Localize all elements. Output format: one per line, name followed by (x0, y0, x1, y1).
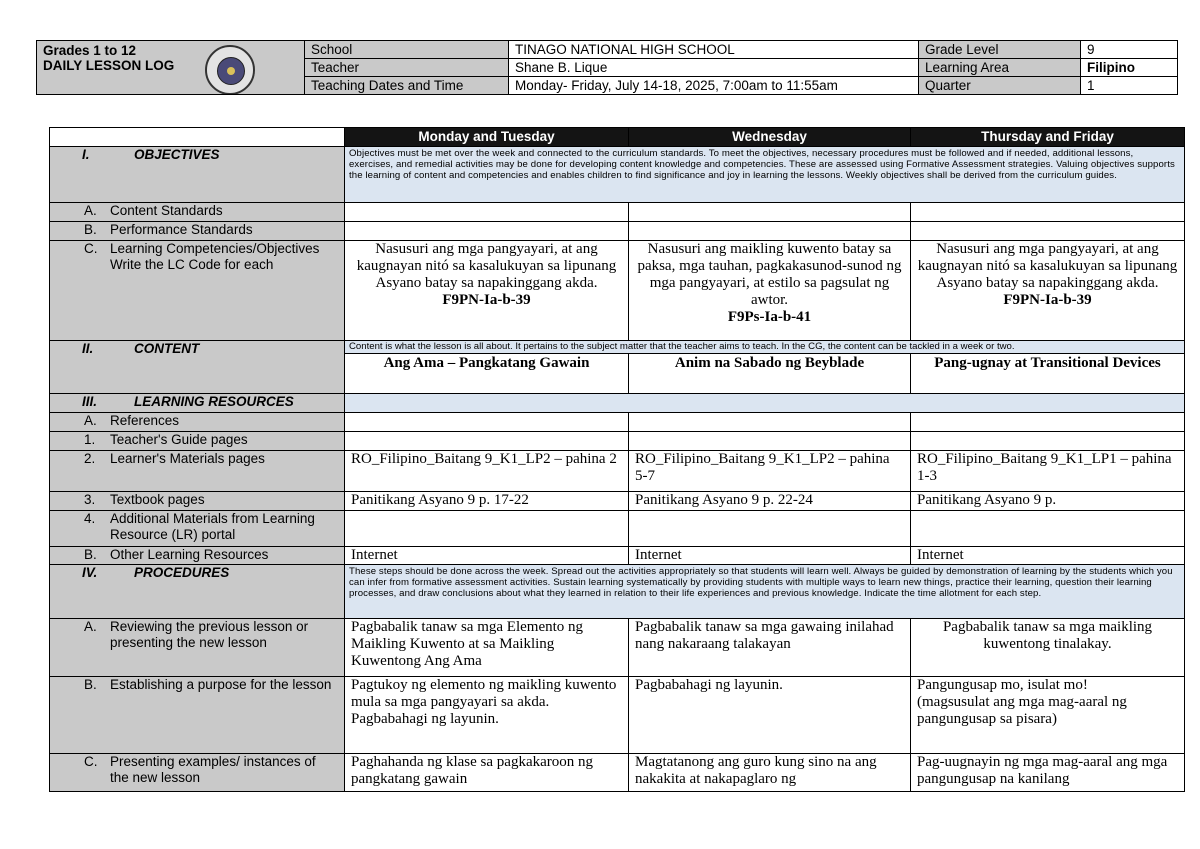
competency-cell: Nasusuri ang maikling kuwento batay sa paksa, mga tauhan, pagkakasunod-sunod ng mga pangyayari, at estilo sa pagsulat ng awtor. F9Ps-Ia-b-41 (629, 241, 911, 341)
section-title: OBJECTIVES (134, 147, 220, 162)
content-title-cell: Pang-ugnay at Transitional Devices (911, 354, 1185, 394)
learning-area-label: Learning Area (919, 59, 1081, 77)
corner-cell (50, 128, 345, 147)
textbook-cell: Panitikang Asyano 9 p. (911, 492, 1185, 511)
other-resources-cell: Internet (345, 547, 629, 565)
row-label-teachers-guide: 1. Teacher's Guide pages (50, 432, 345, 451)
cell-empty (911, 222, 1185, 241)
presenting-cell: Magtatanong ang guro kung sino na ang nakakita at nakapaglaro ng (629, 754, 911, 792)
section-number: I. (82, 147, 90, 162)
procedures-note: These steps should be done across the week. Spread out the activities appropriately so that students will learn well. Always be guided by demonstration of learning by the students which you can infer from formative assessment activities. Sustain learning systematically by providing students with multiple ways to learn new things, practice their learning, question their learning processes, and draw conclusions about what they learned in relation to their life experiences and previous knowledge. Indicate the time allotment for each step. (345, 565, 1185, 619)
cell-empty (911, 413, 1185, 432)
reviewing-cell: Pagbabalik tanaw sa mga Elemento ng Maikling Kuwento at sa Maikling Kuwentong Ang Ama (345, 619, 629, 677)
row-label-performance-standards: B. Performance Standards (50, 222, 345, 241)
row-label-additional-materials: 4. Additional Materials from Learning Resource (LR) portal (50, 511, 345, 547)
cell-empty (345, 222, 629, 241)
content-title-cell: Anim na Sabado ng Beyblade (629, 354, 911, 394)
row-label-other-resources: B. Other Learning Resources (50, 547, 345, 565)
textbook-cell: Panitikang Asyano 9 p. 22-24 (629, 492, 911, 511)
reviewing-cell: Pagbabalik tanaw sa mga gawaing inilahad nang nakaraang talakayan (629, 619, 911, 677)
row-label-content-standards: A. Content Standards (50, 203, 345, 222)
school-label: School (305, 41, 509, 59)
other-resources-cell: Internet (629, 547, 911, 565)
row-label-learners-materials: 2. Learner's Materials pages (50, 451, 345, 492)
section-objectives (50, 147, 345, 203)
row-label-references: A. References (50, 413, 345, 432)
cell-empty (629, 222, 911, 241)
quarter-label: Quarter (919, 77, 1081, 95)
dates-value: Monday- Friday, July 14-18, 2025, 7:00am to 11:55am (509, 77, 919, 95)
cell-empty (911, 203, 1185, 222)
cell-empty (345, 511, 629, 547)
dates-label: Teaching Dates and Time (305, 77, 509, 95)
learning-area-value: Filipino (1081, 59, 1178, 77)
cell-empty (629, 413, 911, 432)
presenting-cell: Paghahanda ng klase sa pagkakaroon ng pangkatang gawain (345, 754, 629, 792)
cell-empty (911, 511, 1185, 547)
competency-cell: Nasusuri ang mga pangyayari, at ang kaugnayan nitó sa kasalukuyan sa lipunang Asyano batay sa napakinggang akda. F9PN-Ia-b-39 (911, 241, 1185, 341)
cell-empty (629, 432, 911, 451)
section-procedures: IV. PROCEDURES (50, 565, 345, 619)
deped-seal-icon (205, 45, 255, 95)
header-table (36, 40, 1178, 95)
other-resources-cell: Internet (911, 547, 1185, 565)
column-header-wed: Wednesday (629, 128, 911, 147)
reviewing-cell: Pagbabalik tanaw sa mga maikling kuwentong tinalakay. (911, 619, 1185, 677)
cell-empty (345, 413, 629, 432)
cell-empty (629, 511, 911, 547)
dll-title-line1: Grades 1 to 12 (43, 43, 137, 58)
column-header-mon-tue: Monday and Tuesday (345, 128, 629, 147)
resources-blue-band (345, 394, 1185, 413)
quarter-value: 1 (1081, 77, 1178, 95)
row-label-reviewing: A. Reviewing the previous lesson or presenting the new lesson (50, 619, 345, 677)
competency-cell: Nasusuri ang mga pangyayari, at ang kaugnayan nitó sa kasalukuyan sa lipunang Asyano batay sa napakinggang akda. F9PN-Ia-b-39 (345, 241, 629, 341)
grade-level-label: Grade Level (919, 41, 1081, 59)
school-value: TINAGO NATIONAL HIGH SCHOOL (509, 41, 919, 59)
section-content: II. CONTENT (50, 341, 345, 394)
content-title-cell: Ang Ama – Pangkatang Gawain (345, 354, 629, 394)
section-learning-resources: III. LEARNING RESOURCES (50, 394, 345, 413)
learners-materials-cell: RO_Filipino_Baitang 9_K1_LP2 – pahina 5-7 (629, 451, 911, 492)
objectives-note: Objectives must be met over the week and connected to the curriculum standards. To meet the objectives, necessary procedures must be followed and if needed, additional lessons, exercises, and remedial activities may be done for developing content knowledge and competencies. These are assessed using Formative Assessment strategies. Valuing objectives supports the learning of content and competencies and enables children to find significance and joy in learning the lessons. Weekly objectives shall be derived from the curriculum guides. (345, 147, 1185, 203)
row-label-presenting: C. Presenting examples/ instances of the new lesson (50, 754, 345, 792)
textbook-cell: Panitikang Asyano 9 p. 17-22 (345, 492, 629, 511)
content-note: Content is what the lesson is all about. It pertains to the subject matter that the teacher aims to teach. In the CG, the content can be tackled in a week or two. (345, 341, 1185, 354)
purpose-cell: Pangungusap mo, isulat mo! (magsusulat ang mga mag-aaral ng pangungusap sa pisara) (911, 677, 1185, 754)
dll-title-cell (37, 41, 305, 95)
grade-level-value: 9 (1081, 41, 1178, 59)
lc-code: F9PN-Ia-b-39 (1003, 292, 1092, 308)
cell-empty (345, 432, 629, 451)
lc-code: F9Ps-Ia-b-41 (727, 309, 812, 325)
cell-empty (345, 203, 629, 222)
lc-code: F9PN-Ia-b-39 (442, 292, 531, 308)
cell-empty (911, 432, 1185, 451)
teacher-value: Shane B. Lique (509, 59, 919, 77)
cell-empty (629, 203, 911, 222)
row-label-purpose: B. Establishing a purpose for the lesson (50, 677, 345, 754)
learners-materials-cell: RO_Filipino_Baitang 9_K1_LP2 – pahina 2 (345, 451, 629, 492)
teacher-label: Teacher (305, 59, 509, 77)
purpose-cell: Pagbabahagi ng layunin. (629, 677, 911, 754)
purpose-cell: Pagtukoy ng elemento ng maikling kuwento mula sa mga pangyayari sa akda. Pagbabahagi ng layunin. (345, 677, 629, 754)
learners-materials-cell: RO_Filipino_Baitang 9_K1_LP1 – pahina 1-3 (911, 451, 1185, 492)
lesson-log-table (49, 127, 1185, 792)
presenting-cell: Pag-uugnayin ng mga mag-aaral ang mga pangungusap na kanilang (911, 754, 1185, 792)
dll-title-line2: DAILY LESSON LOG (43, 58, 175, 73)
row-label-textbook: 3. Textbook pages (50, 492, 345, 511)
column-header-thu-fri: Thursday and Friday (911, 128, 1185, 147)
row-label-competencies: C. Learning Competencies/Objectives Write the LC Code for each (50, 241, 345, 341)
